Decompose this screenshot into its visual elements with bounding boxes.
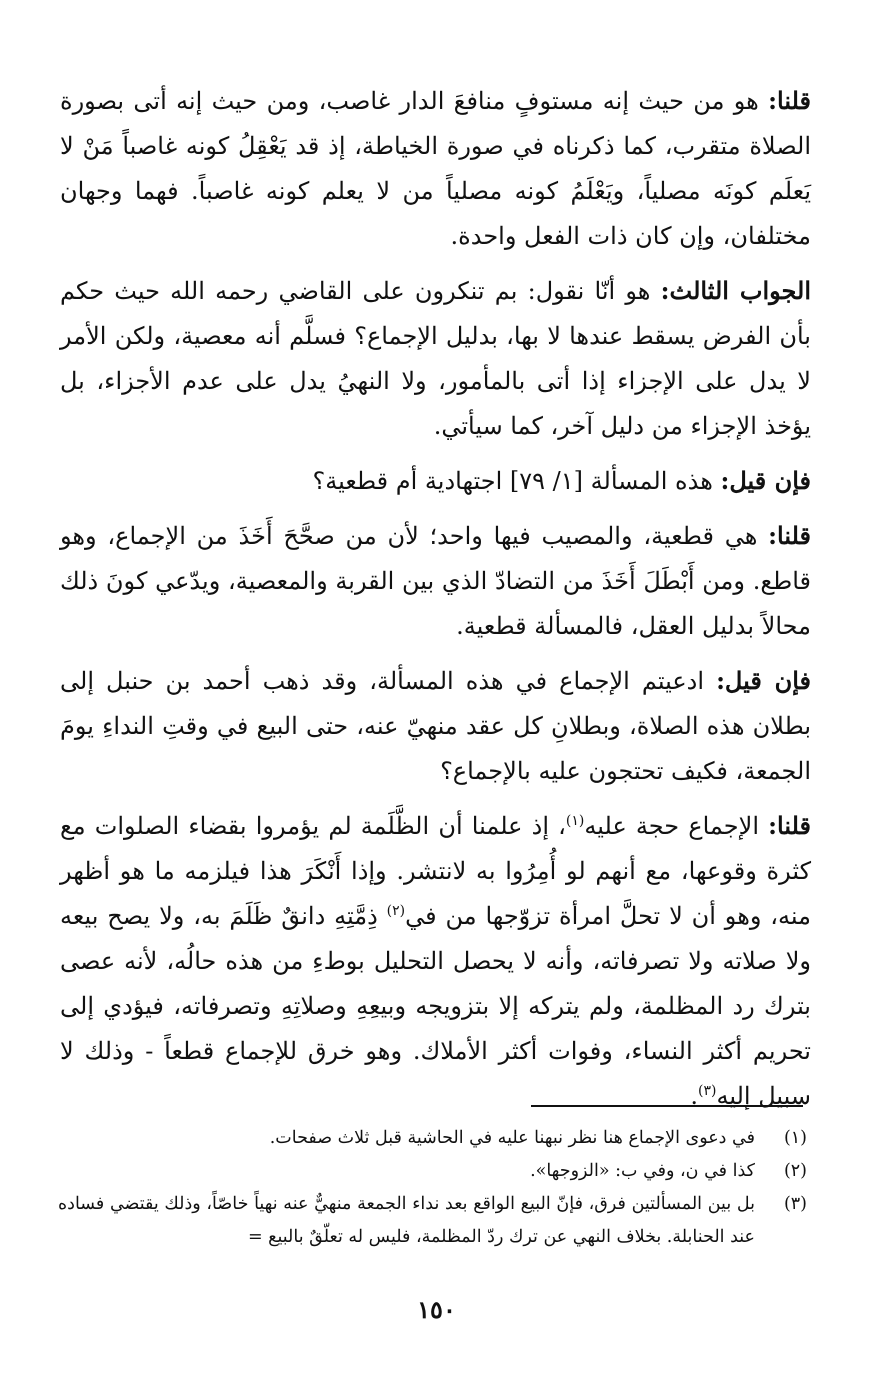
paragraph-3 — [60, 458, 811, 504]
footnote-text: كذا في ن، وفي ب: «الزوجها». — [530, 1161, 755, 1181]
paragraph-4 — [60, 513, 811, 649]
footnote-text: بل بين المسألتين فرق، فإنّ البيع الواقع بعد نداء الجمعة منهيٌّ عنه نهياً خاصّاً، وذلك يقتضي فساده عند الحنابلة. بخلاف النهي عن ترك ردّ المظلمة، فليس له تعلّقٌ بالبيع = — [58, 1194, 755, 1247]
footnote-separator — [531, 1105, 803, 1107]
paragraph-lead: الجواب الثالث: — [660, 276, 812, 305]
paragraph-text: الإجماع حجة عليه — [584, 812, 769, 840]
paragraph-lead: قلنا: — [768, 521, 811, 550]
paragraph-lead: قلنا: — [768, 811, 811, 840]
paragraph-text: ، إذ علمنا أن الظَّلَمة لم يؤمروا بقضاء الصلوات مع كثرة وقوعها، مع أنهم لو أُمِرُوا به لانتشر. وإذا أَنْكَرَ هذا فيلزمه ما هو أظهر منه، وهو أن لا تحلَّ امرأة تزوّجها من في — [60, 812, 812, 930]
footnote-1 — [58, 1122, 807, 1155]
paragraph-text: هو أنّا نقول: بم تنكرون على القاضي رحمه الله حيث حكم بأن الفرض يسقط عندها لا بها، بدليل الإجماع؟ فسلَّم أنه معصية، ولكن الأمر لا يدل على الإجزاء إذا أتى بالمأمور، ولا النهيُ يدل على عدم الأجزاء، بل يؤخذ الإجزاء من دليل آخر، كما سيأتي. — [60, 277, 811, 440]
paragraph-lead: قلنا: — [768, 86, 811, 115]
paragraph-text: هو من حيث إنه مستوفٍ منافعَ الدار غاصب، ومن حيث إنه أتى بصورة الصلاة متقرب، كما ذكرناه في صورة الخياطة، إذ قد يَعْقِلُ كونه غاصباً مَنْ لا يَعلَم كونَه مصلياً، ويَعْلَمُ كونه مصلياً من لا يعلم كونه غاصباً. فهما وجهان مختلفان، وإن كان ذات الفعل واحدة. — [60, 87, 811, 250]
paragraph-text: هي قطعية، والمصيب فيها واحد؛ لأن من صحَّحَ أَخَذَ من الإجماع، وهو قاطع. ومن أَبْطَلَ أَخَذَ من التضادّ الذي بين القربة والمعصية، ويدّعي كونَ ذلك محالاً بدليل العقل، فالمسألة قطعية. — [60, 522, 811, 640]
paragraph-6 — [60, 803, 811, 1119]
footnote-number: (٣) — [783, 1194, 807, 1214]
footnote-text: في دعوى الإجماع هنا نظر نبهنا عليه في الحاشية قبل ثلاث صفحات. — [269, 1128, 755, 1148]
footnote-number: (١) — [783, 1128, 807, 1148]
footnote-marker-1[interactable]: (١) — [565, 813, 585, 829]
footnote-3 — [58, 1188, 807, 1254]
paragraph-5 — [60, 658, 811, 794]
paragraph-lead: فإن قيل: — [716, 666, 811, 695]
footnote-marker-3[interactable]: (٣) — [698, 1083, 717, 1099]
footnote-marker-2[interactable]: (٢) — [386, 903, 406, 919]
paragraph-text: ذِمَّتِهِ دانقٌ ظَلَمَ به، ولا يصح بيعه ولا صلاته ولا تصرفاته، وأنه لا يحصل التحليل بوطءِ من هذه حالُه، لأنه عصى بترك رد المظلمة، ولم يتركه إلا بتزويجه وبيعِهِ وصلاتِهِ وتصرفاته، فيؤدي إلى تحريم أكثر النساء، وفوات أكثر الأملاك. وهو خرق للإجماع قطعاً - وذلك لا سبيل إليه — [60, 902, 811, 1110]
paragraph-lead: فإن قيل: — [720, 466, 811, 495]
main-text — [60, 78, 811, 1119]
footnote-2 — [58, 1155, 807, 1188]
paragraph-1 — [60, 78, 811, 259]
paragraph-text: ادعيتم الإجماع في هذه المسألة، وقد ذهب أحمد بن حنبل إلى بطلان هذه الصلاة، وبطلانِ كل عقد منهيّ عنه، حتى البيع في وقتِ النداءِ يومَ الجمعة، فكيف تحتجون عليه بالإجماع؟ — [60, 667, 811, 785]
paragraph-text: هذه المسألة [١/ ٧٩] اجتهادية أم قطعية؟ — [312, 467, 721, 495]
footnote-number: (٢) — [783, 1161, 807, 1181]
page-number: ١٥٠ — [417, 1295, 456, 1324]
paragraph-text: . — [690, 1082, 699, 1110]
paragraph-2 — [60, 268, 811, 449]
footnotes — [58, 1122, 807, 1254]
